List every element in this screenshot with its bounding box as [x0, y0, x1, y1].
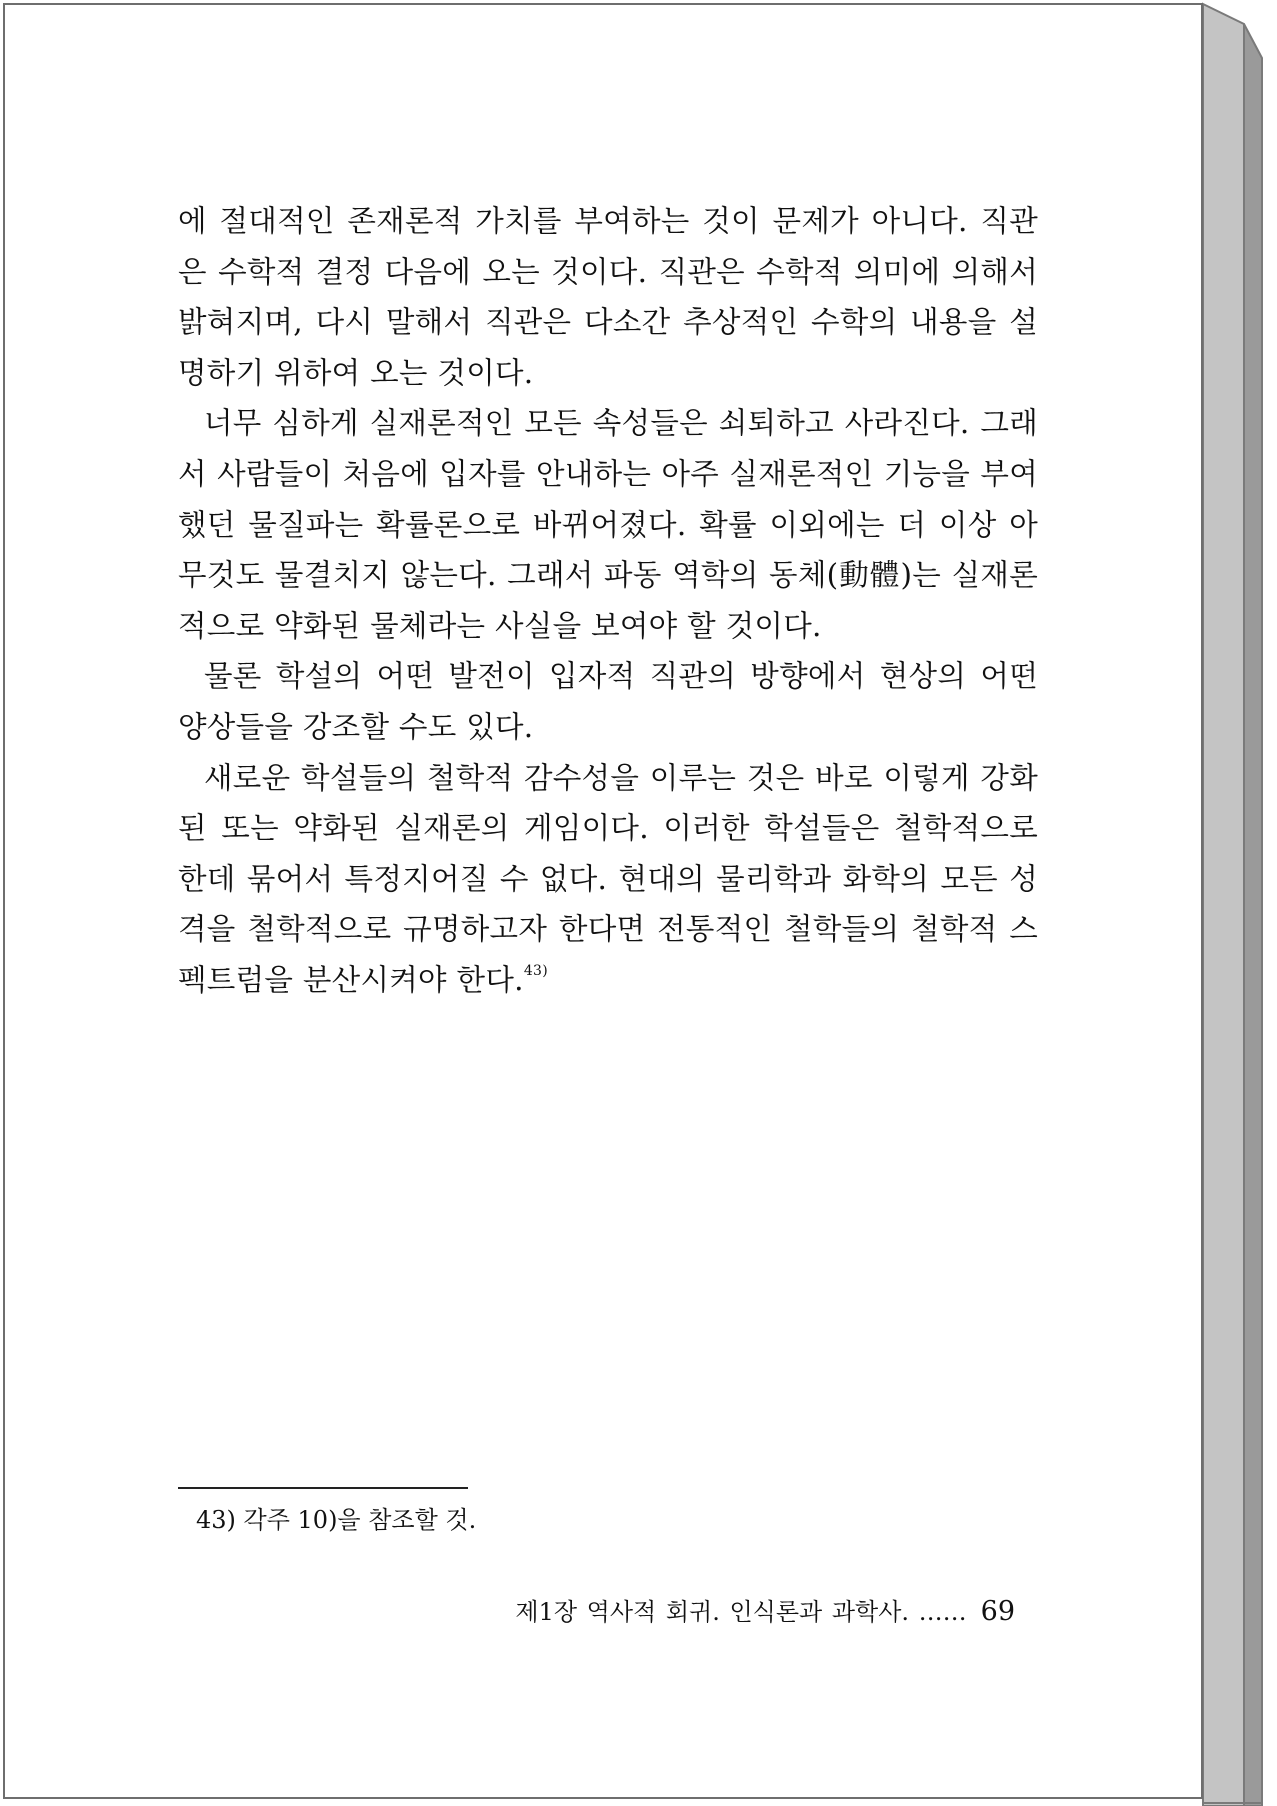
footnote: 43) 각주 10)을 참조할 것. — [196, 1506, 477, 1534]
paragraph-4-text: 새로운 학설들의 철학적 감수성을 이루는 것은 바로 이렇게 강화된 또는 약화된 실재론의 게임이다. 이러한 학설들은 철학적으로 한데 묶어서 특정지어질 수 없다. 현대의 물리학과 화학의 모든 성격을 철학적으로 규명하고자 한다면 전통적인 철학들의 철학적 스펙트럼을 분산시켜야 한다. — [178, 760, 1038, 997]
paragraph-3 — [178, 651, 1038, 752]
footnote-reference: 43) — [523, 963, 548, 980]
page-number: 69 — [980, 1596, 1015, 1627]
body-text — [178, 196, 1038, 1006]
paragraph-2-text: 너무 심하게 실재론적인 모든 속성들은 쇠퇴하고 사라진다. 그래서 사람들이 처음에 입자를 안내하는 아주 실재론적인 기능을 부여했던 물질파는 확률론으로 바뀌어졌다. 확률 이외에는 더 이상 아무것도 물결치지 않는다. 그래서 파동 역학의 동체(動體)는 실재론적으로 약화된 물체라는 사실을 보여야 할 것이다. — [178, 406, 1038, 643]
paragraph-3-text: 물론 학설의 어떤 발전이 입자적 직관의 방향에서 현상의 어떤 양상들을 강조할 수도 있다. — [178, 659, 1038, 744]
paragraph-1-text: 에 절대적인 존재론적 가치를 부여하는 것이 문제가 아니다. 직관은 수학적 결정 다음에 오는 것이다. 직관은 수학적 의미에 의해서 밝혀지며, 다시 말해서 직관은 다소간 추상적인 수학의 내용을 설명하기 위하여 오는 것이다. — [178, 204, 1038, 390]
chapter-title: 제1장 역사적 회귀. 인식론과 과학사. …… — [515, 1598, 967, 1626]
paragraph-2 — [178, 398, 1038, 651]
paragraph-4 — [178, 753, 1038, 1006]
running-footer — [515, 1592, 1015, 1632]
footnote-divider — [178, 1487, 468, 1489]
paragraph-1 — [178, 196, 1038, 398]
